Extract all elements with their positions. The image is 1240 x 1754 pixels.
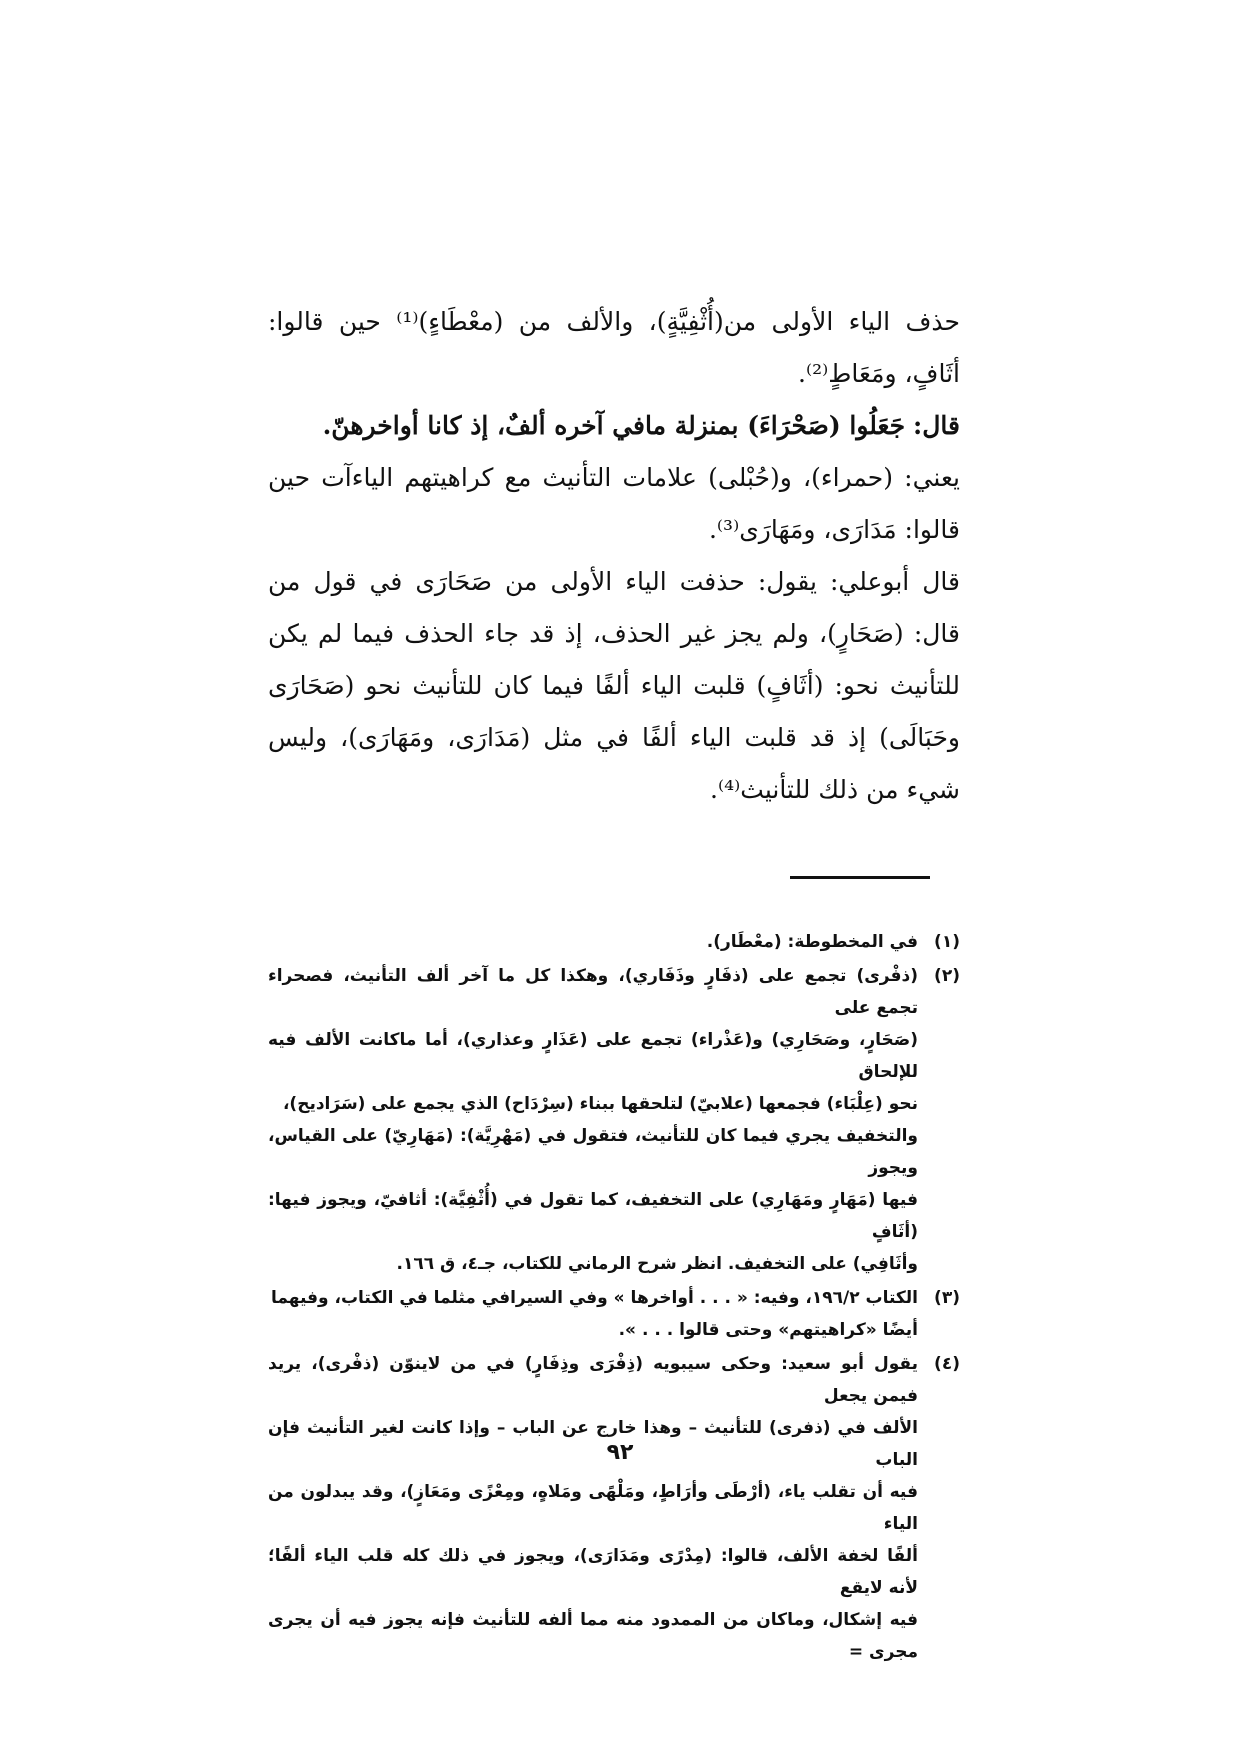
footnote-4: [268, 1348, 960, 1668]
footnote-line: (ذفْرى) تجمع على (ذفَارٍ وذَفَاري)، وهكذا كل ما آخر ألف التأنيث، فصحراء تجمع على: [268, 966, 918, 1018]
footnote-line: في المخطوطة: (معْطَار).: [706, 932, 918, 952]
footnote-body: [268, 1348, 918, 1668]
main-paragraph-1: حذف الياء الأولى من(أُثْفِيَّةٍ)، والألف من (معْطَاءٍ)⁽¹⁾ حين قالوا: أثَافٍ، ومَعَاطٍ⁽²⁾.: [268, 307, 960, 388]
main-paragraph-2: يعني: (حمراء)، و(حُبْلى) علامات التأنيث مع كراهيتهم الياءآت حين قالوا: مَدَارَى، ومَهَارَى⁽³⁾.: [268, 463, 960, 544]
footnote-body: [268, 960, 918, 1280]
footnote-line: (صَحَارٍ، وصَحَارِي) و(عَذْراء) تجمع على (عَذَارٍ وعذاري)، أما ماكانت الألف فيه للإلحاق: [268, 1030, 918, 1082]
main-paragraph-quote: [268, 400, 960, 452]
footnote-3: [268, 1282, 960, 1346]
footnote-line: أيضًا «كراهيتهم» وحتى قالوا . . . ».: [618, 1320, 918, 1340]
footnote-number: (١): [934, 932, 960, 952]
footnote-body: [268, 1282, 918, 1346]
footnote-1: [268, 926, 960, 958]
footnote-body: [268, 926, 918, 958]
footnote-line: فيه إشكال، وماكان من الممدود منه مما ألفه للتأنيث فإنه يجوز فيه أن يجرى مجرى =: [268, 1610, 918, 1662]
footnote-line: يقول أبو سعيد: وحكى سيبويه (ذِفْرَى وذِفَارٍ) في من لاينوّن (ذفْرى)، يريد فيمن يجعل: [268, 1354, 918, 1406]
footnote-2: [268, 960, 960, 1280]
footnote-line: فيها (مَهَارٍ ومَهَارِي) على التخفيف، كما تقول في (أُثْفِيَّة): أثافيّ، ويجوز فيها: (أثَافٍ: [268, 1190, 918, 1242]
quote-text: جَعَلُوا (صَحْرَاءَ) بمنزلة مافي آخره ألفٌ، إذ كانا أواخرهنّ.: [322, 411, 906, 440]
footnote-line: والتخفيف يجري فيما كان للتأنيث، فتقول في (مَهْرِيَّة): (مَهَارِيّ) على القياس، ويجوز: [268, 1126, 918, 1178]
main-paragraph-3: قال أبوعلي: يقول: حذفت الياء الأولى من صَحَارَى في قول من قال: (صَحَارٍ)، ولم يجز غير الحذف، إذ قد جاء الحذف فيما لم يكن للتأنيث نحو: (أثَافٍ) قلبت الياء ألفًا فيما كان للتأنيث نحو (صَحَارَى وحَبَالَى) إذ قد قلبت الياء ألفًا في مثل (مَدَارَى، ومَهَارَى)، وليس شيء من ذلك للتأنيث⁽⁴⁾.: [268, 567, 960, 804]
footnote-line: نحو (عِلْبَاء) فجمعها (علابيّ) لتلحقها ببناء (سِرْدَاح) الذي يجمع على (سَرَاديح)،: [282, 1094, 918, 1114]
footnote-separator: [790, 876, 930, 879]
footnote-line: الكتاب ١٩٦/٢، وفيه: « . . . أواخرها » وفي السيرافي مثلما في الكتاب، وفيهما: [270, 1288, 918, 1308]
footnote-line: الألف في (ذفرى) للتأنيث – وهذا خارج عن الباب – وإذا كانت لغير التأنيث فإن الباب: [268, 1418, 918, 1470]
footnote-line: ألفًا لخفة الألف، قالوا: (مِدْرًى ومَدَارَى)، ويجوز في ذلك كله قلب الياء ألفًا؛ لأنه لايقع: [268, 1546, 918, 1598]
footnote-line: فيه أن تقلب ياء، (أرْطَى وأرَاطٍ، ومَلْهًى ومَلاهٍ، ومِعْزًى ومَعَازٍ)، وقد يبدلون من الياء: [268, 1482, 918, 1534]
footnote-number: (٤): [934, 1354, 960, 1374]
footnote-line: وأثَافِي) على التخفيف. انظر شرح الرماني للكتاب، جـ٤، ق ١٦٦.: [396, 1254, 918, 1274]
footnote-number: (٣): [934, 1288, 960, 1308]
quote-label: قال:: [913, 411, 960, 440]
footnotes: [268, 926, 960, 1670]
footnote-number: (٢): [934, 966, 960, 986]
main-text: [268, 296, 960, 816]
page-number: ٩٢: [606, 1440, 634, 1465]
